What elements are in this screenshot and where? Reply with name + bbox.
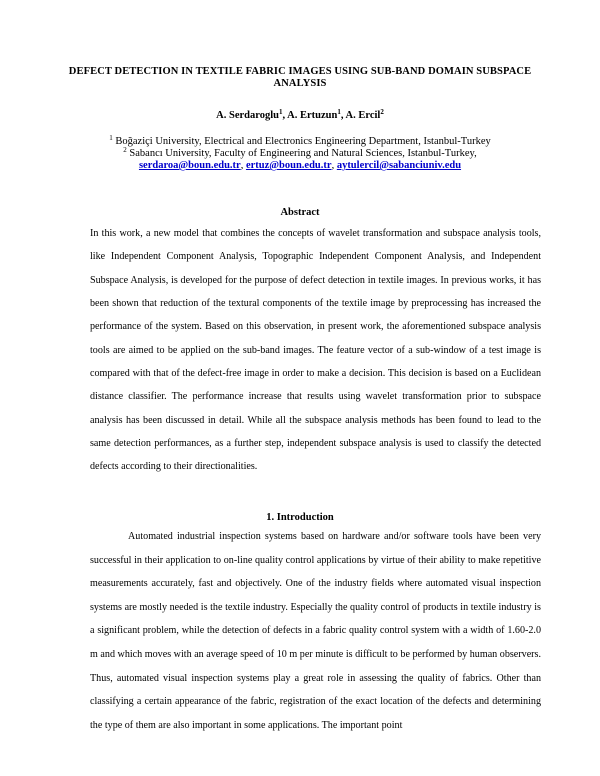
email-separator: , [331,160,337,171]
paper-title: DEFECT DETECTION IN TEXTILE FABRIC IMAGES USING SUB-BAND DOMAIN SUBSPACE ANALYSIS [68,66,532,89]
email-link-3[interactable]: aytulercil@sabanciuniv.edu [336,160,462,171]
affiliation-2-mark: 2 [123,146,127,154]
email-link-1[interactable]: serdaroa@boun.edu.tr [138,160,241,171]
author-1-affiliation-mark: 1 [278,108,283,116]
email-line [60,160,540,172]
affiliation-2-text: Sabancı University, Faculty of Engineering and Natural Sciences, Istanbul-Turkey, [126,148,477,159]
author-1: A. Serdaroglu [216,110,279,121]
email-link-2[interactable]: ertuz@boun.edu.tr [245,160,332,171]
author-separator: , [340,110,346,121]
affiliation-1-text: Boğaziçi University, Electrical and Electronics Engineering Department, Istanbul-Turkey [112,136,491,147]
introduction-text: Automated industrial inspection systems based on hardware and/or software tools have been very successful in their application to on-line quality control applications by virtue of their ability to make repetitive measurements accurately, fast and objectively. One of the industry fields where automated visual inspection systems are mostly needed is the textile industry. Especially the quality control of products in textile industry is a significant problem, while the detection of defects in a fabric quality control system with a width of 1.60-2.0 m and which moves with an average speed of 10 m per minute is difficult to be performed by human observers. Thus, automated visual inspection systems play a great role in assessing the quality of fabrics. Other than classifying a certain appearance of the fabric, registration of the exact location of the defects and determining the type of them are also important in some applications. The important point [90,531,541,731]
abstract-text: In this work, a new model that combines the concepts of wavelet transformation and subspace analysis tools, like Independent Component Analysis, Topographic Independent Component Analysis, and Independent Subspace Analysis, is developed for the purpose of defect detection in textile images. In previous works, it has been shown that reduction of the textural components of the textile image by preprocessing has increased the performance of the system. Based on this observation, in present work, the aforementioned subspace analysis tools are aimed to be applied on the sub-band images. The feature vector of a sub-window of a test image is compared with that of the defect-free image in order to make a decision. This decision is based on a Euclidean distance classifier. The performance increase that results using wavelet transformation prior to subspace analysis has been discussed in detail. While all the subspace analysis methods has been found to lead to the same detection performances, as a further step, independent subspace analysis is used to classify the detected defects according to their directionalities. [90,228,541,473]
author-3: A. Ercil [345,110,381,121]
affiliation-1 [60,136,540,148]
author-3-affiliation-mark: 2 [380,108,384,116]
author-2-affiliation-mark: 1 [337,108,341,116]
affiliation-1-mark: 1 [109,134,113,142]
author-separator: , [282,110,288,121]
introduction-heading: 1. Introduction [266,512,334,523]
affiliation-2 [60,148,540,160]
email-separator: , [240,160,246,171]
author-line [60,109,540,122]
author-2: A. Ertuzun [287,110,338,121]
abstract-heading: Abstract [280,207,320,218]
